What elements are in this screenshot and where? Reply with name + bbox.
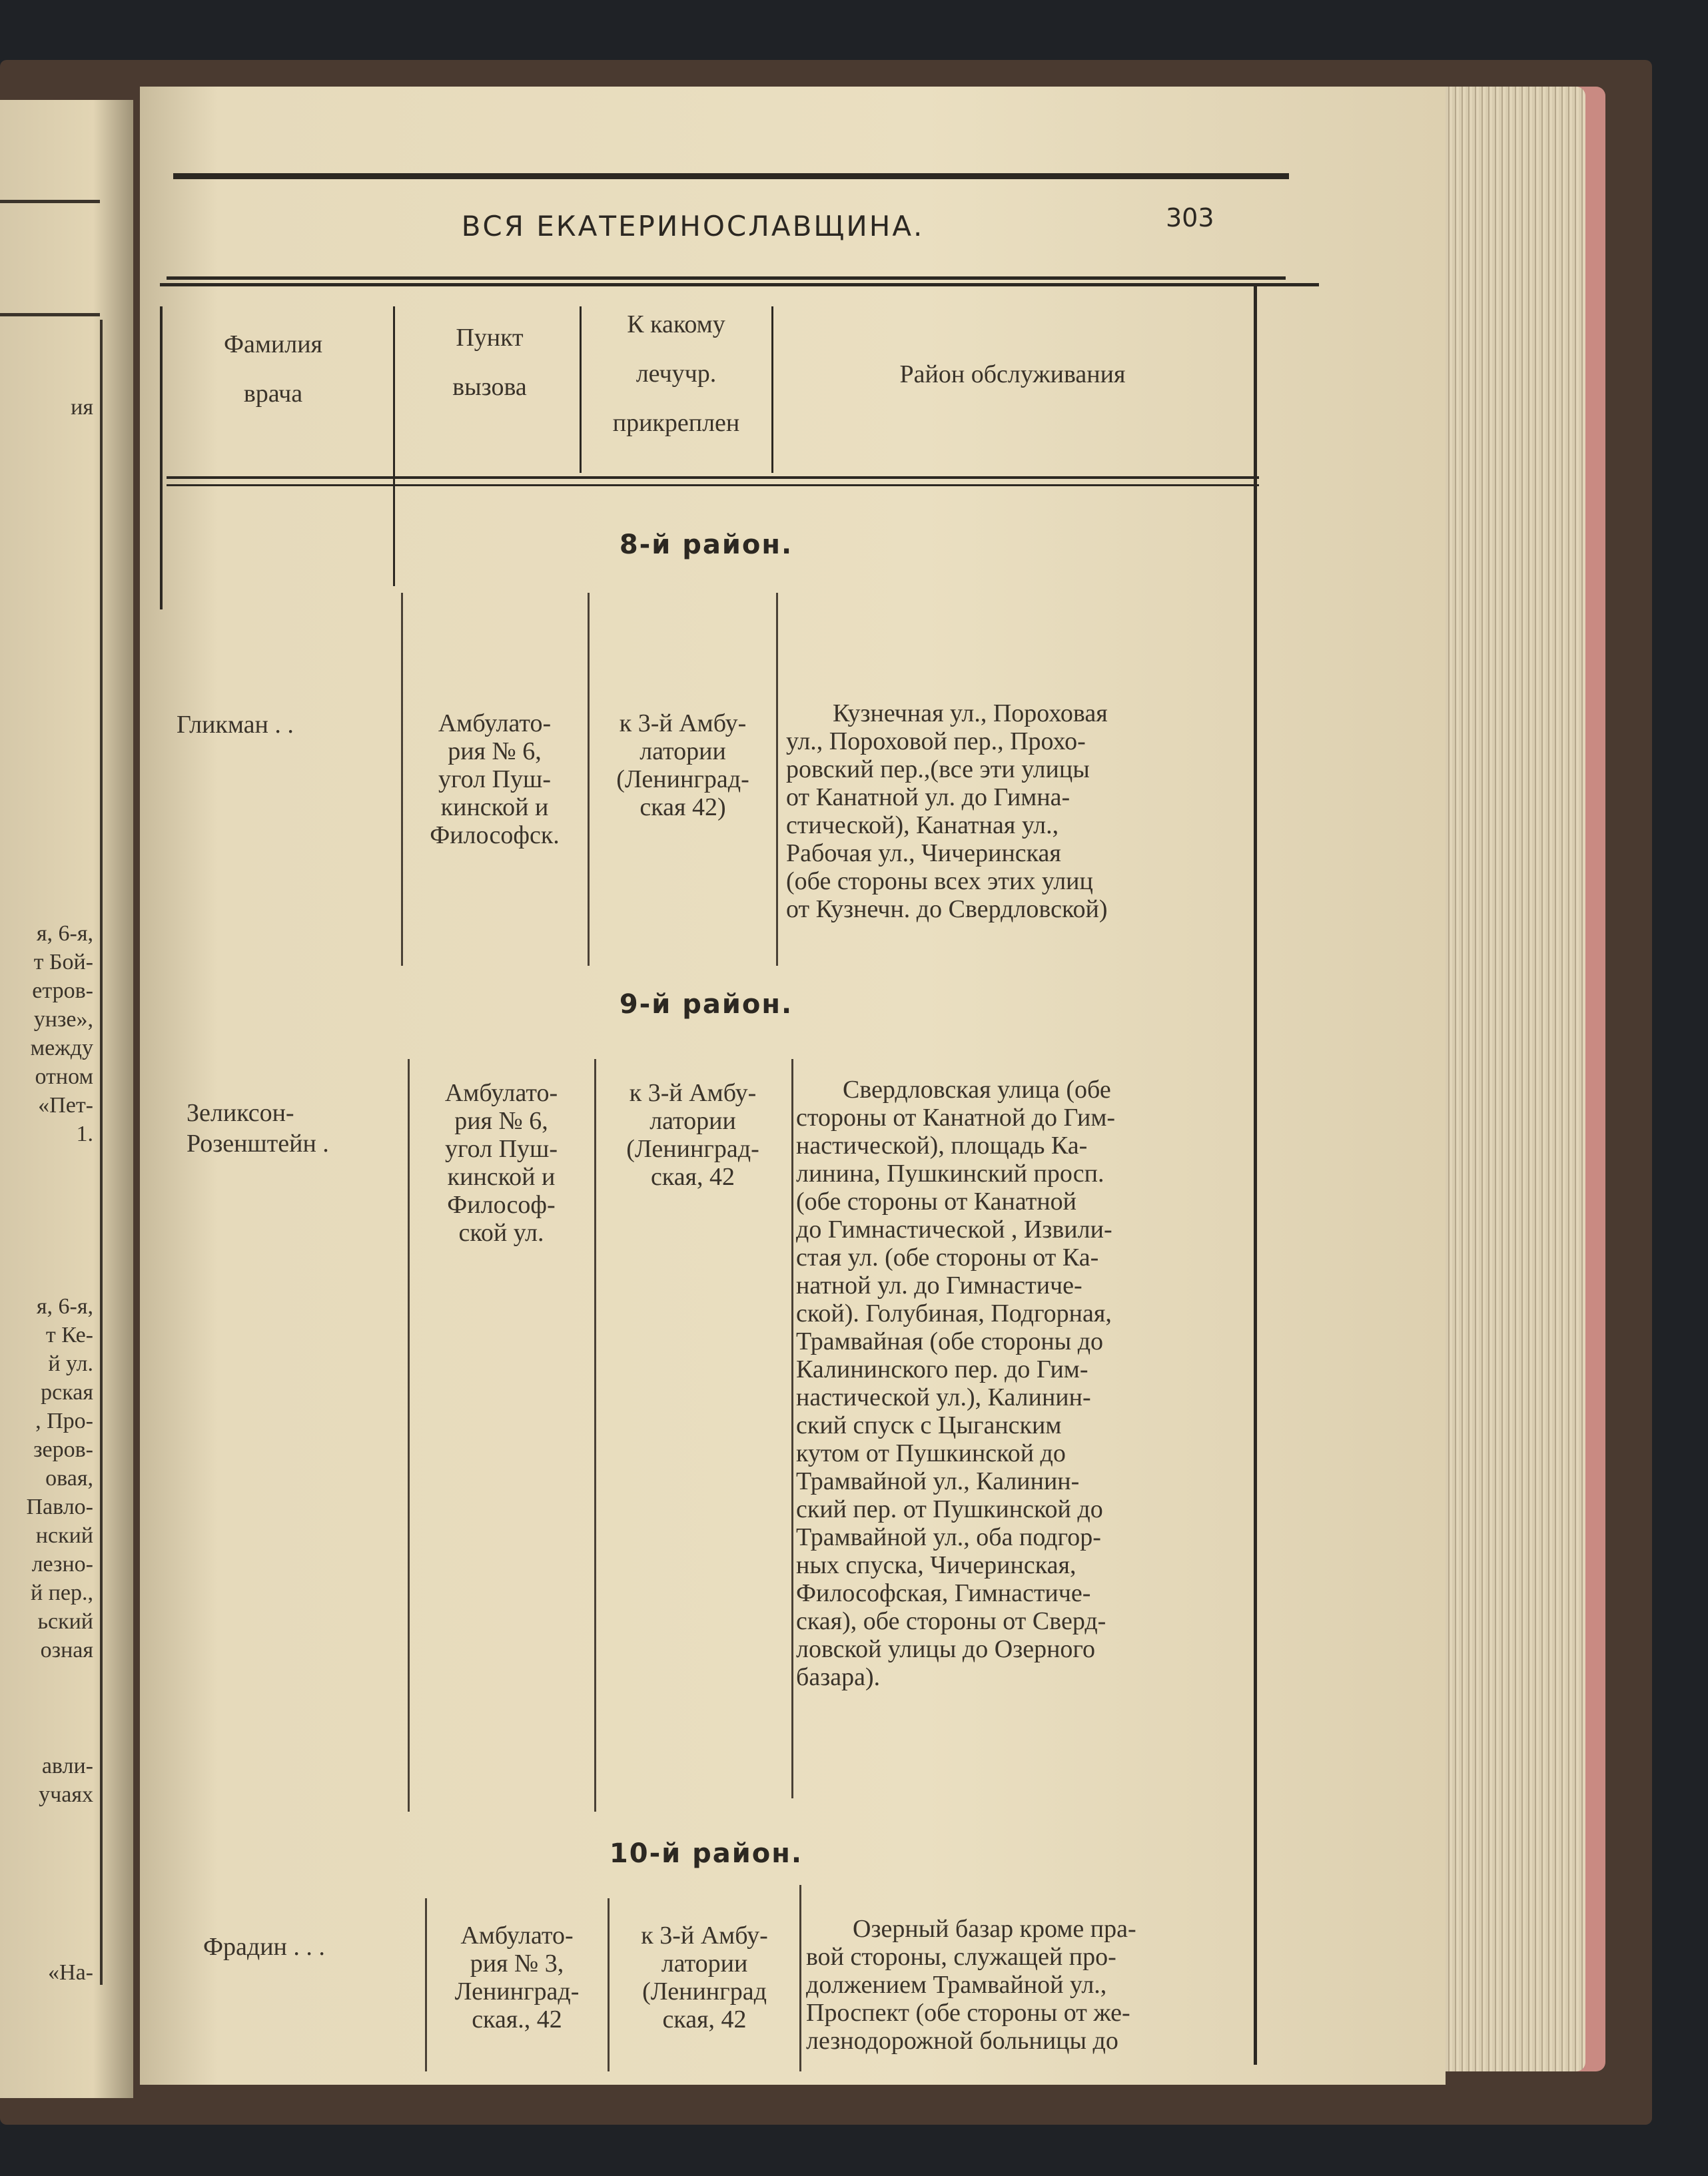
service-area <box>806 1915 1251 2055</box>
call-point-line: Амбулато- <box>438 709 552 737</box>
service-area-line: стая ул. (обе стороны от Ка- <box>796 1244 1099 1271</box>
service-area-line: Трамвайной ул., оба подгор- <box>796 1523 1101 1551</box>
service-area-line: кутом от Пушкинской до <box>796 1439 1066 1467</box>
call-point-line: Амбулато- <box>444 1079 558 1107</box>
attached-institution <box>596 1079 789 1191</box>
call-point-line: рия № 3, <box>470 1950 564 1978</box>
service-area <box>786 699 1232 923</box>
call-point <box>403 709 586 849</box>
left-fragment-text: отном <box>35 1064 93 1089</box>
header-area: Район обслуживания <box>899 360 1126 388</box>
attached-line: к 3-й Амбу- <box>629 1079 757 1107</box>
district-title: 9-й район. <box>619 989 793 1020</box>
header-rule-top <box>173 173 1289 179</box>
service-area-line: от Кузнечн. до Свердловской) <box>786 895 1108 923</box>
service-area-line: ская), обе стороны от Сверд- <box>796 1607 1106 1635</box>
call-point-line: Амбулато- <box>460 1922 574 1950</box>
call-point-line: Философ- <box>447 1191 556 1219</box>
call-point-line: угол Пуш- <box>445 1135 558 1163</box>
attached-line: ская 42) <box>640 793 726 821</box>
service-area-line: ский спуск с Цыганским <box>796 1411 1062 1439</box>
left-fragment-text: етров- <box>32 978 93 1003</box>
column-divider <box>791 1059 793 1798</box>
service-area-line: Кузнечная ул., Пороховая <box>833 699 1108 727</box>
service-area-line: ул., Пороховой пер., Прохо- <box>786 727 1086 755</box>
header-point-line: Пункт <box>456 324 524 352</box>
doctor-name: Фрадин . . . <box>203 1933 325 1961</box>
header-doctor-line: Фамилия <box>223 330 323 358</box>
left-fragment-text: между <box>30 1036 93 1060</box>
service-area-line: стороны от Канатной до Гим- <box>796 1104 1116 1132</box>
column-divider <box>776 593 778 966</box>
attached-line: (Ленинград- <box>616 765 749 793</box>
left-page-column-line <box>100 320 103 1985</box>
call-point-line: Ленинград- <box>454 1978 580 2005</box>
left-page-rule <box>0 200 100 203</box>
service-area <box>796 1076 1242 1691</box>
call-point-line: рия № 6, <box>448 737 542 765</box>
attached-line: (Ленинград <box>642 1978 767 2005</box>
doctor-name: Гликман . . <box>177 711 294 739</box>
header-doctor <box>167 320 380 418</box>
service-area-line: вой стороны, служащей про- <box>806 1943 1116 1971</box>
left-fragment-text: я, 6-я, <box>36 1294 93 1319</box>
doctor-name-line: Розенштейн . <box>187 1130 329 1158</box>
header-divider <box>580 306 582 473</box>
call-point <box>410 1079 593 1247</box>
left-fragment-text: «Пет- <box>38 1093 93 1118</box>
left-fragment-text: й пер., <box>31 1581 93 1605</box>
service-area-line: Проспект (обе стороны от же- <box>806 1999 1130 2027</box>
running-head-title: ВСЯ ЕКАТЕРИНОСЛАВЩИНА. <box>461 210 925 242</box>
left-fragment-text: лезно- <box>31 1552 93 1577</box>
service-area-line: настической ул.), Калинин- <box>796 1383 1091 1411</box>
service-area-line: ровский пер.,(все эти улицы <box>786 755 1090 783</box>
left-fragment-text: нский <box>35 1523 93 1548</box>
attached-line: ская, 42 <box>662 2005 747 2033</box>
left-fragment-text: овая, <box>45 1466 93 1491</box>
service-area-line: ловской улицы до Озерного <box>796 1635 1096 1663</box>
left-fragment-text: зеров- <box>33 1437 93 1462</box>
attached-institution <box>590 709 776 821</box>
call-point-line: ская., 42 <box>472 2005 562 2033</box>
header-bottom-rule <box>167 484 1259 486</box>
attached-line: латории <box>661 1950 748 1978</box>
attached-line: латории <box>640 737 726 765</box>
header-attached-line: К какому <box>627 310 725 338</box>
left-fragment-text: , Про- <box>35 1409 93 1433</box>
service-area-line: Трамвайной ул., Калинин- <box>796 1467 1080 1495</box>
service-area-line: Озерный базар кроме пра- <box>853 1915 1136 1943</box>
call-point-line: рия № 6, <box>454 1107 548 1135</box>
header-attached-line: прикреплен <box>612 409 740 437</box>
service-area-line: Трамвайная (обе стороны до <box>796 1327 1104 1355</box>
call-point-line: кинской и <box>447 1163 556 1191</box>
call-point-line: Философск. <box>430 821 560 849</box>
service-area-line: базара). <box>796 1663 881 1691</box>
service-area-line: до Гимнастической , Извили- <box>796 1216 1112 1244</box>
call-point-line: ской ул. <box>458 1219 544 1247</box>
left-fragment-text: авли- <box>41 1754 93 1778</box>
service-area-line: Рабочая ул., Чичеринская <box>786 839 1061 867</box>
call-point-line: угол Пуш- <box>438 765 551 793</box>
attached-line: латории <box>649 1107 736 1135</box>
service-area-line: (обе стороны от Канатной <box>796 1188 1077 1216</box>
service-area-line: линина, Пушкинский просп. <box>796 1160 1104 1188</box>
left-fragment-text: озная <box>40 1638 93 1662</box>
header-attached <box>583 300 769 448</box>
service-area-line: ных спуска, Чичеринская, <box>796 1551 1076 1579</box>
service-area-line: Свердловская улица (обе <box>843 1076 1111 1104</box>
header-rule-bottom <box>167 276 1286 280</box>
header-bottom-rule <box>167 476 1259 479</box>
table-top-rule <box>160 283 1319 286</box>
service-area-line: от Канатной ул. до Гимна- <box>786 783 1070 811</box>
service-area-line: ский пер. от Пушкинской до <box>796 1495 1103 1523</box>
service-area-line: (обе стороны всех этих улиц <box>786 867 1093 895</box>
header-divider <box>393 306 395 586</box>
service-area-line: Калининского пер. до Гим- <box>796 1355 1088 1383</box>
left-fragment-text: ьский <box>37 1609 93 1634</box>
service-area-line: настической), площадь Ка- <box>796 1132 1088 1160</box>
left-fragment-text: 1. <box>76 1122 93 1146</box>
district-title: 8-й район. <box>619 530 793 560</box>
doctor-name-line: Зеликсон- <box>187 1099 294 1127</box>
header-point-line: вызова <box>452 373 527 401</box>
left-page-rule <box>0 313 100 316</box>
left-page-fragment <box>0 100 133 2098</box>
left-fragment-text: учаях <box>39 1782 93 1807</box>
call-point <box>426 1922 608 2033</box>
attached-line: ская, 42 <box>650 1163 735 1191</box>
table-left-border <box>160 306 163 609</box>
left-fragment-text: унзе», <box>33 1007 93 1032</box>
page-edges <box>1432 87 1585 2071</box>
doctor-name <box>187 1098 329 1159</box>
header-doctor-line: врача <box>243 380 303 408</box>
left-fragment-text: ия <box>71 395 93 420</box>
left-fragment-text: «На- <box>48 1960 93 1985</box>
attached-line: к 3-й Амбу- <box>641 1922 768 1950</box>
left-fragment-text: т Бой- <box>33 950 93 974</box>
column-divider <box>799 1885 801 2071</box>
service-area-line: ской). Голубиная, Подгорная, <box>796 1299 1112 1327</box>
header-attached-line: лечучр. <box>636 360 717 388</box>
service-area-line: лезнодорожной больницы до <box>806 2027 1118 2055</box>
header-point <box>396 313 583 412</box>
call-point-line: кинской и <box>440 793 549 821</box>
service-area-line: стической), Канатная ул., <box>786 811 1059 839</box>
table-right-border <box>1254 286 1257 2065</box>
left-fragment-text: т Ке- <box>45 1323 93 1347</box>
service-area-line: Философская, Гимнастиче- <box>796 1579 1091 1607</box>
attached-institution <box>610 1922 799 2033</box>
page-number: 303 <box>1166 203 1214 232</box>
district-title: 10-й район. <box>609 1838 803 1869</box>
service-area-line: должением Трамвайной ул., <box>806 1971 1107 1999</box>
left-fragment-text: я, 6-я, <box>36 921 93 946</box>
book-page <box>140 87 1446 2085</box>
attached-line: к 3-й Амбу- <box>619 709 747 737</box>
attached-line: (Ленинград- <box>626 1135 759 1163</box>
service-area-line: натной ул. до Гимнастиче- <box>796 1271 1082 1299</box>
left-fragment-text: Павло- <box>26 1495 93 1519</box>
left-fragment-text: й ул. <box>48 1351 93 1376</box>
left-fragment-text: рская <box>41 1380 93 1405</box>
